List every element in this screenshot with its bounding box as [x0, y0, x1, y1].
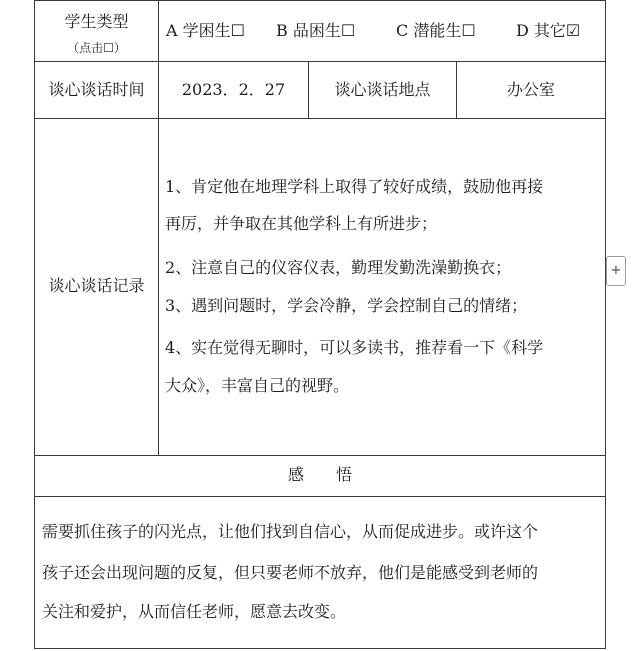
table-border-row4	[34, 496, 606, 497]
record-line: 1、肯定他在地理学科上取得了较好成绩，鼓励他再接	[165, 177, 544, 196]
reflection-heading: 感 悟	[287, 465, 352, 484]
option-c-checkbox[interactable]: C 潜能生☐	[396, 21, 476, 40]
table-border-top	[34, 0, 606, 1]
talk-place-value: 办公室	[506, 80, 555, 99]
talk-place-label: 谈心谈话地点	[334, 80, 431, 99]
table-border-row2	[34, 118, 606, 119]
table-border-row3	[34, 455, 606, 456]
record-line: 再厉，并争取在其他学科上有所进步；	[165, 214, 438, 233]
record-line: 2、注意自己的仪容仪表，勤理发勤洗澡勤换衣；	[165, 258, 512, 277]
plus-icon: +	[610, 263, 622, 278]
record-line: 4、实在觉得无聊时，可以多读书，推荐看一下《科学	[165, 338, 544, 357]
option-b-checkbox[interactable]: B 品困生☐	[276, 21, 356, 40]
student-type-label: 学生类型	[64, 12, 129, 31]
student-type-hint: （点击☐）	[67, 41, 126, 55]
table-border-label-col	[158, 0, 159, 456]
talk-record-label: 谈心谈话记录	[48, 276, 145, 295]
reflection-line: 孩子还会出现问题的反复，但只要老师不放弃，他们是能感受到老师的	[42, 563, 539, 582]
expand-plus-button[interactable]	[606, 256, 626, 286]
talk-time-label: 谈心谈话时间	[48, 80, 145, 99]
table-border-row1	[34, 61, 606, 62]
table-border-right	[605, 0, 606, 649]
reflection-line: 需要抓住孩子的闪光点，让他们找到自信心，从而促成进步。或许这个	[42, 522, 539, 541]
reflection-line: 关注和爱护，从而信任老师，愿意去改变。	[42, 602, 347, 621]
record-line: 大众》，丰富自己的视野。	[165, 376, 350, 395]
option-a-checkbox[interactable]: A 学困生☐	[166, 21, 245, 40]
option-d-checkbox[interactable]: D 其它☑	[516, 21, 581, 40]
talk-time-value: 2023．2．27	[181, 80, 286, 99]
table-border-bottom	[34, 648, 606, 649]
record-line: 3、遇到问题时，学会冷静，学会控制自己的情绪；	[165, 296, 528, 315]
